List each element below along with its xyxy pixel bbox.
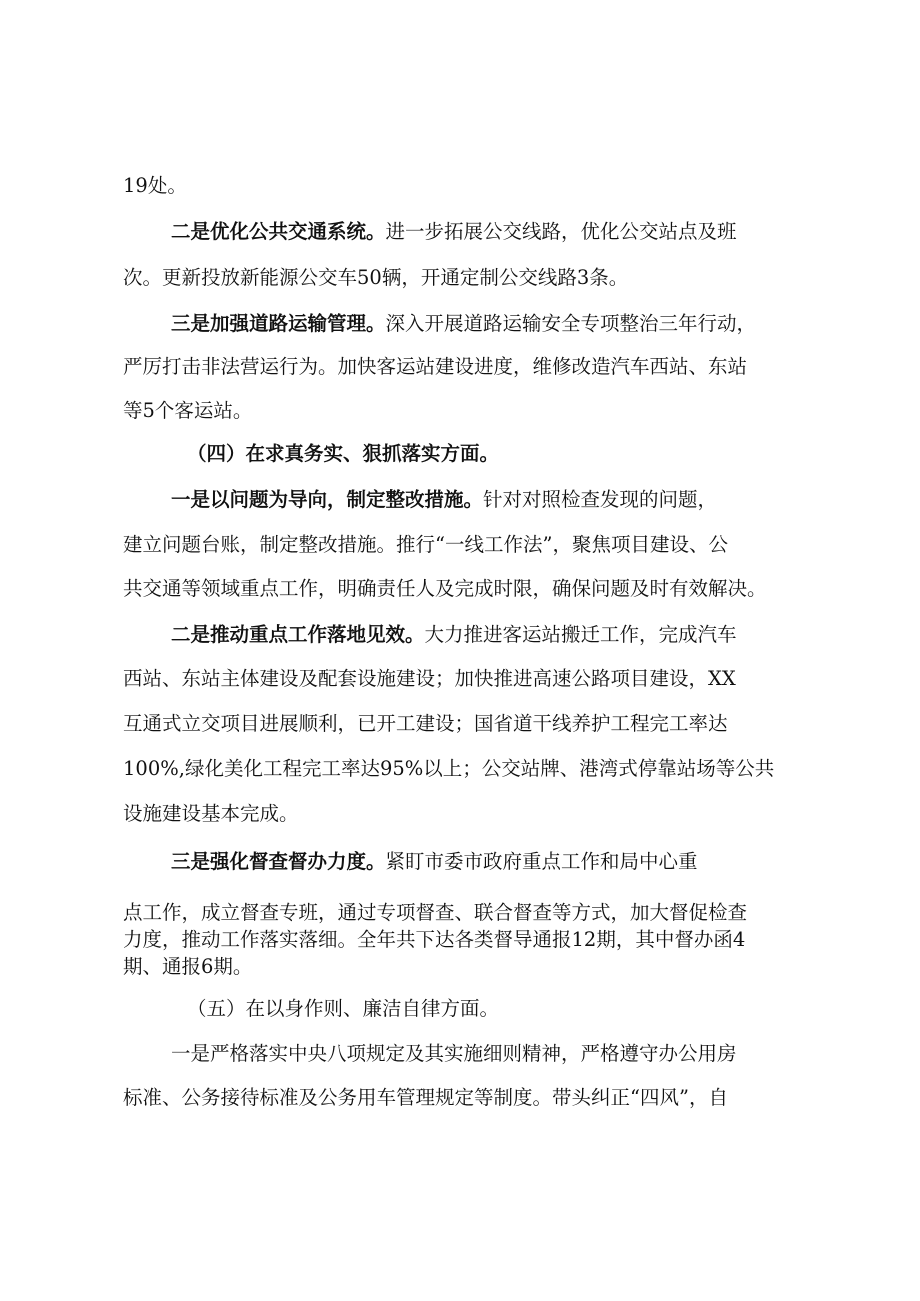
- text-line: [123, 397, 813, 425]
- paragraph-lead: 二是优化公共交通系统。: [171, 220, 386, 243]
- line-text: 次。更新投放新能源公交车50辆，开通定制公交线路3条。: [123, 266, 629, 289]
- line-text: 深入开展道路运输安全专项整治三年行动，: [385, 312, 757, 335]
- paragraph-first-line: [171, 848, 813, 876]
- line-text: 严厉打击非法营运行为。加快客运站建设进度，维修改造汽车西站、东站: [123, 355, 748, 378]
- text-line: [123, 665, 813, 693]
- text-line: [123, 926, 813, 954]
- paragraph-first-line: [171, 621, 813, 649]
- line-text: 标准、公务接待标准及公务用车管理规定等制度。带头纠正“四风”，自: [123, 1086, 728, 1109]
- text-line: [123, 755, 813, 783]
- paragraph-lead: 一是以问题为导向，制定整改措施。: [171, 488, 484, 511]
- text-line: [123, 800, 813, 828]
- paragraph-lead: 二是推动重点工作落地见效。: [171, 623, 425, 646]
- line-text: 19处。: [123, 174, 187, 197]
- paragraph-first-line: [171, 218, 813, 246]
- line-text: 针对对照检查发现的问题，: [483, 488, 718, 511]
- section-heading: [187, 995, 813, 1023]
- line-text: 点工作，成立督查专班，通过专项督查、联合督查等方式，加大督促检查: [123, 901, 748, 924]
- text-line: [171, 1040, 813, 1068]
- paragraph-lead: 三是加强道路运输管理。: [171, 312, 386, 335]
- line-text: 进一步拓展公交线路，优化公交站点及班: [385, 220, 737, 243]
- text-line: [123, 264, 813, 292]
- line-text: 期、通报6期。: [123, 955, 253, 978]
- line-text: 设施建设基本完成。: [123, 802, 299, 825]
- section-heading: [187, 440, 813, 468]
- paragraph-lead: 三是强化督查督办力度。: [171, 850, 386, 873]
- line-text: 100%,绿化美化工程完工率达95%以上；公交站牌、港湾式停靠站场等公共: [123, 757, 775, 780]
- text-line: [123, 575, 813, 603]
- line-text: 一是严格落实中央八项规定及其实施细则精神，严格遵守办公用房: [171, 1042, 737, 1065]
- line-text: 西站、东站主体建设及配套设施建设；加快推进高速公路项目建设，XX: [123, 667, 736, 690]
- text-line: [123, 899, 813, 927]
- text-line: [123, 953, 813, 981]
- paragraph-first-line: [171, 310, 813, 338]
- paragraph-first-line: [171, 486, 813, 514]
- line-text: 建立问题台账，制定整改措施。推行“一线工作法”，聚焦项目建设、公: [123, 533, 728, 556]
- line-text: 紧盯市委市政府重点工作和局中心重: [385, 850, 698, 873]
- text-line: [123, 172, 813, 200]
- text-line: [123, 1084, 813, 1112]
- section-heading-text: （四）在求真务实、狠抓落实方面。: [187, 442, 500, 465]
- section-heading-text: （五）在以身作则、廉洁自律方面。: [187, 997, 500, 1020]
- line-text: 共交通等领域重点工作，明确责任人及完成时限，确保问题及时有效解决。: [123, 577, 767, 600]
- line-text: 大力推进客运站搬迁工作，完成汽车: [424, 623, 737, 646]
- text-line: [123, 353, 813, 381]
- text-line: [123, 710, 813, 738]
- text-line: [123, 531, 813, 559]
- line-text: 互通式立交项目进展顺利，已开工建设；国省道干线养护工程完工率达: [123, 712, 728, 735]
- line-text: 等5个客运站。: [123, 399, 253, 422]
- line-text: 力度，推动工作落实落细。全年共下达各类督导通报12期，其中督办函4: [123, 928, 746, 951]
